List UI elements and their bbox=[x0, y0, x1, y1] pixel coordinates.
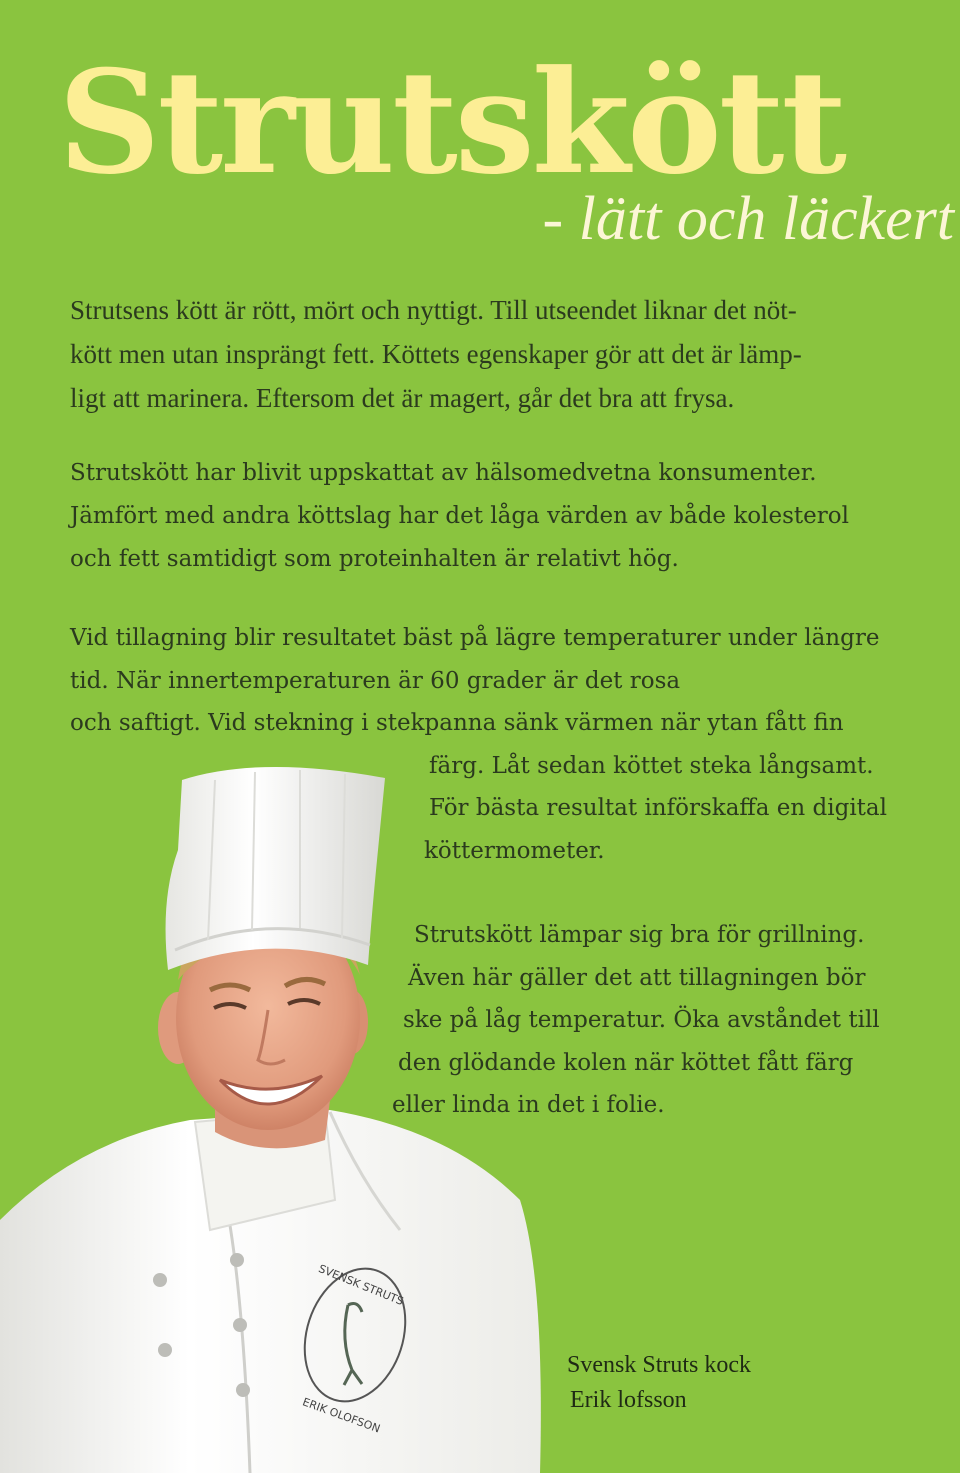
text-line: köttermometer. bbox=[424, 837, 605, 864]
text-line: färg. Låt sedan köttet steka långsamt. bbox=[429, 752, 874, 779]
page-title: Strutskött bbox=[58, 40, 845, 206]
svg-text:SVENSK STRUTS: SVENSK STRUTS bbox=[316, 1262, 406, 1309]
text-line: eller linda in det i folie. bbox=[392, 1092, 665, 1118]
text-line: För bästa resultat införskaffa en digital bbox=[429, 795, 887, 821]
svg-text:ERIK OLOFSON: ERIK OLOFSON bbox=[300, 1395, 382, 1436]
caption-line: Svensk Struts kock bbox=[567, 1352, 752, 1378]
cooking-paragraph bbox=[70, 617, 887, 872]
text-line: Strutskött lämpar sig bra för grillning. bbox=[414, 922, 865, 948]
text-line: Jämfört med andra köttslag har det låga värden av både kolesterol bbox=[70, 503, 849, 529]
page-subtitle: - lätt och läckert bbox=[542, 185, 954, 253]
text-line: ligt att marinera. Eftersom det är magert, går det bra att frysa. bbox=[70, 383, 735, 413]
grilling-paragraph bbox=[392, 914, 880, 1127]
text-line: Strutsens kött är rött, mört och nyttigt. Till utseendet liknar det nöt- bbox=[70, 295, 797, 325]
health-paragraph bbox=[70, 452, 849, 581]
text-line: ske på låg temperatur. Öka avståndet till bbox=[403, 1007, 880, 1033]
photo-caption bbox=[567, 1348, 751, 1418]
caption-line: Erik lofsson bbox=[570, 1387, 687, 1413]
text-line: Vid tillagning blir resultatet bäst på lägre temperaturer under längre bbox=[70, 625, 880, 651]
text-line: den glödande kolen när köttet fått färg bbox=[398, 1049, 854, 1076]
text-line: tid. När innertemperaturen är 60 grader är det rosa bbox=[70, 667, 681, 694]
text-line: och saftigt. Vid stekning i stekpanna sänk värmen när ytan fått fin bbox=[70, 710, 844, 736]
text-line: kött men utan insprängt fett. Köttets egenskaper gör att det är lämp- bbox=[70, 339, 802, 369]
text-line: och fett samtidigt som proteinhalten är relativt hög. bbox=[70, 546, 679, 572]
text-line: Även här gäller det att tillagningen bör bbox=[408, 964, 866, 991]
intro-paragraph bbox=[70, 288, 802, 420]
text-line: Strutskött har blivit uppskattat av hälsomedvetna konsumenter. bbox=[70, 460, 817, 486]
